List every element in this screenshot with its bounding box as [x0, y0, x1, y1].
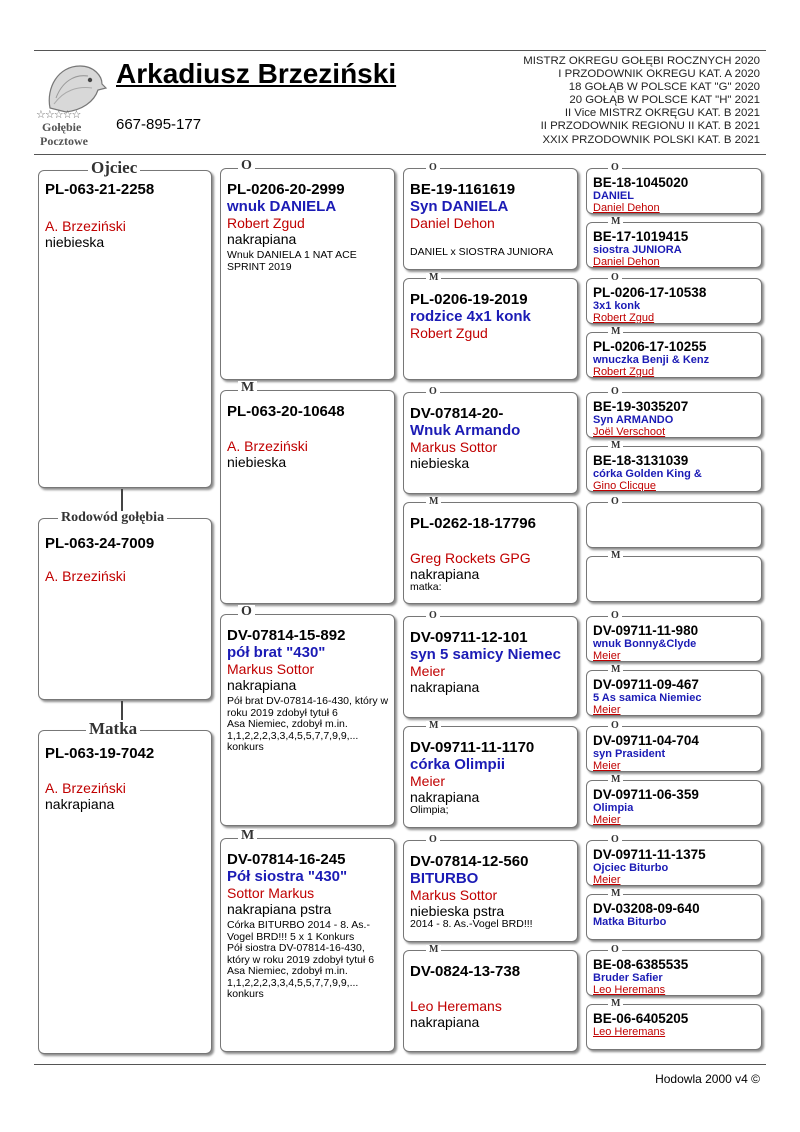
ring-number: DV-03208-09-640 [593, 901, 700, 916]
pigeon-card[interactable] [38, 518, 212, 700]
ring-number: PL-0206-20-2999 [227, 181, 345, 198]
breeder: Robert Zgud [410, 325, 488, 341]
note: Wnuk DANIELA 1 NAT ACE SPRINT 2019 [227, 249, 357, 273]
pedigree-small-card[interactable] [586, 556, 762, 602]
ring-number: PL-063-20-10648 [227, 403, 345, 420]
sex-label-o: O [238, 159, 255, 173]
sex-label-m: M [608, 665, 623, 675]
pedigree-small-card[interactable] [586, 840, 762, 886]
sex-label-o: O [426, 387, 440, 397]
father-breeder: A. Brzeziński [45, 218, 126, 234]
pedigree-small-card[interactable] [586, 502, 762, 548]
breeder: Robert Zgud [593, 312, 655, 324]
sex-label-o: O [608, 611, 622, 621]
color: nakrapiana [410, 1014, 480, 1030]
sex-label-m: M [608, 217, 623, 227]
ring-number: BE-17-1019415 [593, 229, 689, 244]
color: nakrapiana [410, 679, 480, 695]
sex-label-m: M [238, 381, 257, 395]
breeder: Leo Heremans [410, 998, 502, 1014]
breeder: Daniel Dehon [410, 215, 495, 231]
pedigree-small-card[interactable] [586, 950, 762, 996]
pigeon-name: córka Olimpii [410, 756, 506, 773]
sex-label-o: O [426, 163, 440, 173]
pigeon-name: 3x1 konk [593, 300, 641, 312]
header-top-rule [34, 50, 766, 51]
sex-label-o: O [608, 163, 622, 173]
breeder: Daniel Dehon [593, 202, 660, 214]
ring-number: DV-09711-11-1375 [593, 847, 706, 862]
pigeon-name: syn Prasident [593, 748, 666, 760]
pigeon-name: wnuk DANIELA [227, 198, 337, 215]
sex-label-m: M [608, 441, 623, 451]
color: nakrapiana pstra [227, 901, 332, 917]
pedigree-card[interactable] [220, 168, 395, 380]
pedigree-card[interactable] [403, 950, 578, 1052]
pedigree-small-card[interactable] [586, 446, 762, 492]
father-color: niebieska [45, 234, 105, 250]
owner-phone: 667-895-177 [116, 116, 202, 133]
pedigree-card[interactable] [403, 278, 578, 380]
pedigree-small-card[interactable] [586, 392, 762, 438]
pigeon-breeder: A. Brzeziński [45, 568, 126, 584]
pedigree-card[interactable] [403, 726, 578, 828]
pigeon-name: Bruder Safier [593, 972, 663, 984]
sex-label-o: O [238, 605, 255, 619]
sex-label-m: M [426, 945, 441, 955]
pigeon-name: rodzice 4x1 konk [410, 308, 531, 325]
achievement: XXIX PRZODOWNIK POLSKI KAT. B 2021 [542, 133, 760, 146]
note: DANIEL x SIOSTRA JUNIORA [410, 246, 554, 258]
mother-breeder: A. Brzeziński [45, 780, 126, 796]
pigeon-name: syn 5 samicy Niemec [410, 646, 561, 663]
pigeon-name: Syn ARMANDO [593, 414, 674, 426]
breeder: Meier [593, 874, 621, 886]
note: Olimpia; [410, 804, 449, 816]
pigeon-name: Syn DANIELA [410, 198, 509, 215]
color: niebieska [410, 455, 470, 471]
pedigree-small-card[interactable] [586, 616, 762, 662]
pigeon-name: Matka Biturbo [593, 916, 667, 928]
note: 2014 - 8. As.-Vogel BRD!!! [410, 918, 533, 930]
achievements-list [523, 55, 760, 147]
pigeon-name: Olimpia [593, 802, 634, 814]
pedigree-small-card[interactable] [586, 332, 762, 378]
ring-number: PL-0206-17-10255 [593, 339, 707, 354]
pedigree-card[interactable] [220, 390, 395, 604]
achievement: MISTRZ OKREGU GOŁĘBI ROCZNYCH 2020 [523, 55, 760, 67]
ring-number: DV-09711-09-467 [593, 677, 699, 692]
ring-number: DV-0824-13-738 [410, 963, 521, 980]
ring-number: DV-09711-04-704 [593, 733, 699, 748]
color: nakrapiana [227, 231, 297, 247]
ring-number: BE-18-3131039 [593, 453, 689, 468]
breeder: Meier [593, 760, 621, 772]
ring-number: DV-09711-12-101 [410, 629, 528, 646]
ring-number: BE-18-1045020 [593, 175, 689, 190]
color: niebieska [227, 454, 287, 470]
pigeon-name: wnuk Bonny&Clyde [593, 638, 697, 650]
sex-label-o: O [426, 611, 440, 621]
pedigree-small-card[interactable] [586, 1004, 762, 1050]
pedigree-small-card[interactable] [586, 894, 762, 940]
pedigree-small-card[interactable] [586, 222, 762, 268]
pigeon-name [227, 420, 390, 438]
achievement: I PRZODOWNIK OKREGU KAT. A 2020 [558, 68, 760, 81]
pedigree-small-card[interactable] [586, 726, 762, 772]
ring-number: BE-19-1161619 [410, 181, 516, 198]
ring-number: DV-09711-06-359 [593, 787, 699, 802]
color: nakrapiana [410, 789, 480, 805]
owner-name: Arkadiusz Brzeziński [116, 58, 397, 89]
sex-label-m: M [608, 775, 623, 785]
ring-number: BE-06-6405205 [593, 1011, 689, 1026]
sex-label-o: O [608, 273, 622, 283]
pigeon-name: wnuczka Benji & Kenz [593, 354, 710, 366]
pigeon-name: Ojciec Biturbo [593, 862, 669, 874]
pigeon-name: Pół siostra "430" [227, 868, 348, 885]
sex-label-m: M [608, 327, 623, 337]
footer-rule [34, 1064, 766, 1065]
father-card[interactable] [38, 170, 212, 488]
breeder: Joël Verschoot [593, 426, 666, 438]
pigeon-name: BITURBO [410, 870, 479, 887]
sex-label-m: M [608, 889, 623, 899]
pigeon-name: córka Golden King & [593, 468, 702, 480]
logo [36, 58, 108, 150]
sex-label-o: O [608, 387, 622, 397]
footer-text: Hodowla 2000 v4 © [655, 1072, 760, 1086]
breeder: Greg Rockets GPG [410, 550, 531, 566]
breeder: Meier [593, 650, 621, 662]
note: Córka BITURBO 2014 - 8. As.-Vogel BRD!!! 5 x 1 Konkurs Pół siostra DV-07814-16-430, który w roku 2019 zdobył tytuł 6 Asa Niemiec, zdobył m.in. 1,1,2,2,2,3,3,4,5,5,7,7,9,9,... konkurs [227, 919, 375, 1000]
sex-label-o: O [608, 497, 622, 507]
breeder: Meier [410, 663, 446, 679]
pedigree-small-card[interactable] [586, 278, 762, 324]
pedigree-card[interactable] [403, 502, 578, 604]
breeder: Robert Zgud [227, 215, 305, 231]
breeder: Leo Heremans [593, 984, 666, 996]
sex-label-o: O [608, 835, 622, 845]
sex-label-o: O [608, 721, 622, 731]
pedigree-card[interactable] [403, 616, 578, 718]
pigeon-name [410, 532, 573, 550]
ring-number: DV-07814-16-245 [227, 851, 346, 868]
breeder: Robert Zgud [593, 366, 655, 378]
mother-card[interactable] [38, 730, 212, 1054]
ring-number: BE-19-3035207 [593, 399, 689, 414]
sex-label-m: M [608, 999, 623, 1009]
pedigree-card[interactable] [403, 840, 578, 942]
sex-label-m: M [608, 551, 623, 561]
pedigree-small-card[interactable] [586, 670, 762, 716]
pedigree-card[interactable] [220, 614, 395, 826]
pigeon-name [410, 980, 573, 998]
breeder: Meier [593, 704, 621, 716]
ring-number: PL-0206-17-10538 [593, 285, 707, 300]
achievement: 18 GOŁĄB W POLSCE KAT "G" 2020 [568, 81, 760, 94]
logo-text-1: Gołębie [42, 120, 82, 134]
note: matka: [410, 581, 442, 593]
breeder: Markus Sottor [410, 439, 498, 455]
logo-text-2: Pocztowe [40, 134, 88, 148]
ring-number: DV-07814-15-892 [227, 627, 346, 644]
ring-number: PL-0262-18-17796 [410, 515, 536, 532]
pigeon-name: DANIEL [593, 190, 634, 202]
sex-label-o: O [426, 835, 440, 845]
breeder: Gino Clicque [593, 480, 656, 492]
achievement: II PRZODOWNIK REGIONU II KAT. B 2021 [540, 120, 760, 133]
pedigree-card[interactable] [403, 392, 578, 494]
ring-number: DV-09711-11-980 [593, 623, 699, 638]
pedigree-small-card[interactable] [586, 168, 762, 214]
pigeon-name: pół brat "430" [227, 644, 326, 661]
pigeon-ring: PL-063-24-7009 [45, 535, 155, 552]
pedigree-card[interactable] [403, 168, 578, 270]
breeder: Daniel Dehon [593, 256, 660, 268]
breeder: Leo Heremans [593, 1026, 666, 1038]
sex-label-m: M [426, 497, 441, 507]
mother-ring: PL-063-19-7042 [45, 745, 155, 762]
breeder: A. Brzeziński [227, 438, 308, 454]
sex-label-m: M [426, 721, 441, 731]
pigeon-name: 5 As samica Niemiec [593, 692, 702, 704]
ring-number: BE-08-6385535 [593, 957, 689, 972]
color: nakrapiana [410, 566, 480, 582]
color: nakrapiana [227, 677, 297, 693]
pedigree-card[interactable] [220, 838, 395, 1052]
mother-color: nakrapiana [45, 796, 115, 812]
ring-number: DV-07814-12-560 [410, 853, 529, 870]
breeder: Markus Sottor [227, 661, 315, 677]
achievement: II Vice MISTRZ OKRĘGU KAT. B 2021 [564, 107, 760, 120]
pigeon-label: Rodowód gołębia [58, 511, 167, 525]
pedigree-small-card[interactable] [586, 780, 762, 826]
ring-number: DV-07814-20- [410, 405, 504, 422]
father-ring: PL-063-21-2258 [45, 181, 155, 198]
ring-number: DV-09711-11-1170 [410, 739, 535, 756]
sex-label-o: O [608, 945, 622, 955]
pigeon-name: Wnuk Armando [410, 422, 521, 439]
header-bottom-rule [34, 154, 766, 155]
ring-number: PL-0206-19-2019 [410, 291, 528, 308]
sex-label-m: M [426, 273, 441, 283]
pigeon-name: siostra JUNIORA [593, 244, 682, 256]
breeder: Markus Sottor [410, 887, 498, 903]
breeder: Meier [410, 773, 446, 789]
sex-label-m: M [238, 829, 257, 843]
color: niebieska pstra [410, 903, 505, 919]
rating-stars-icon: ☆☆☆☆☆ [36, 109, 81, 121]
father-label: Ojciec [88, 159, 140, 176]
note: Pół brat DV-07814-16-430, który w roku 2019 zdobył tytuł 6 Asa Niemiec, zdobył m.in. 1,1,2,2,2,3,3,4,5,5,7,7,9,9,... konkurs [227, 695, 389, 753]
mother-label: Matka [86, 720, 140, 737]
breeder: Sottor Markus [227, 885, 315, 901]
breeder: Meier [593, 814, 621, 826]
achievement: 20 GOŁĄB W POLSCE KAT "H" 2021 [569, 94, 760, 107]
